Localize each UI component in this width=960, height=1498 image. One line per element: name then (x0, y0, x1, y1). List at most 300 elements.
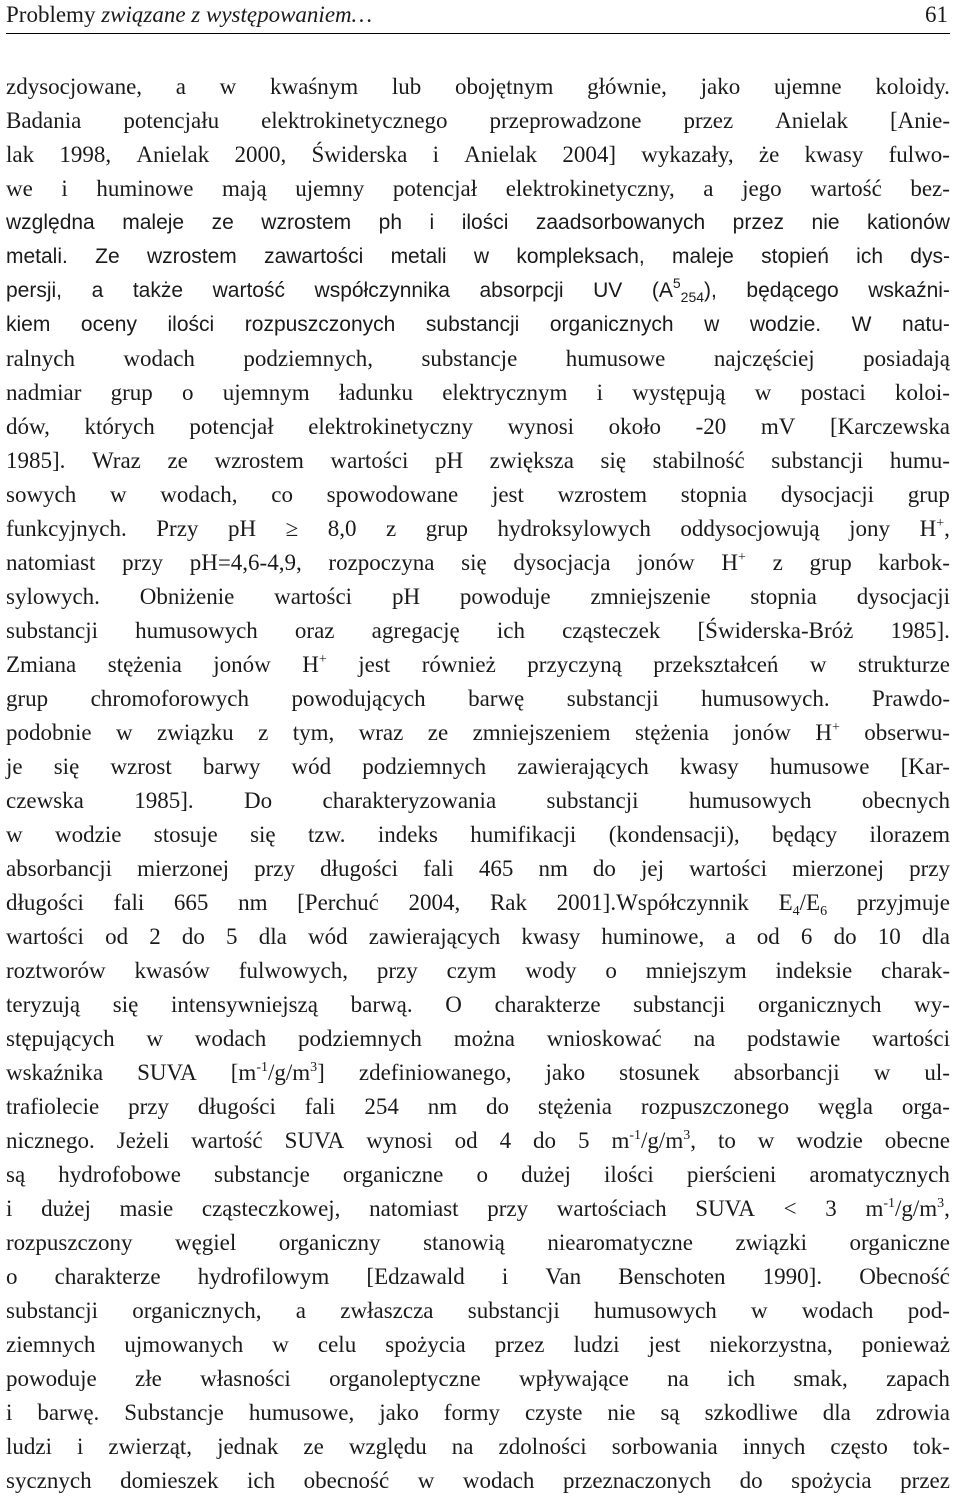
word: sorbowania (611, 1434, 718, 1459)
text-line (6, 444, 950, 478)
word: przy (487, 1196, 529, 1221)
word: własności (200, 1366, 291, 1391)
word: wraz (358, 720, 404, 745)
word: dla (822, 1400, 851, 1425)
word: Świderska (311, 142, 408, 167)
word: pH=4,6-4,9, (189, 550, 302, 575)
text-line (6, 376, 950, 410)
word: których (84, 414, 155, 439)
word: humusowych (135, 618, 258, 643)
word: związki (735, 1230, 807, 1255)
word: w (473, 245, 490, 268)
word: w (109, 482, 127, 507)
word: do (739, 1468, 763, 1493)
text-line (6, 1328, 950, 1362)
word: humusowych (594, 1298, 717, 1323)
word: wartość (810, 176, 882, 201)
word: 1985]. (134, 788, 194, 813)
word: przy (122, 550, 164, 575)
word: przez (683, 108, 734, 133)
word: stanowią (423, 1230, 505, 1255)
word: wskaźni- (868, 279, 950, 302)
word: przyjmuje (856, 890, 950, 915)
body-paragraph (6, 70, 950, 1498)
word: masie (119, 1196, 174, 1221)
word: grup (907, 482, 950, 507)
word: a (91, 279, 104, 302)
word: tym, (292, 720, 335, 745)
word: 1990]. (762, 1264, 823, 1289)
word: wzrostem (146, 245, 237, 268)
word: natomiast (369, 1196, 459, 1221)
text-line (6, 784, 950, 818)
word: wodach (462, 1468, 535, 1493)
word: ziemnych (6, 1332, 96, 1357)
text-line (6, 546, 950, 580)
word: H+ (815, 720, 840, 745)
word: ul- (924, 1060, 950, 1085)
word: absorbancji (6, 856, 113, 881)
word: sylowych. (6, 584, 100, 609)
word: tok- (912, 1434, 950, 1459)
word: ich (727, 1366, 756, 1391)
word: i (61, 176, 68, 201)
word: 8,0 (327, 516, 357, 541)
word: indeks (377, 822, 438, 847)
word: jej (640, 856, 664, 881)
word: domieszek (120, 1468, 219, 1493)
word: będący (772, 822, 838, 847)
word: do (486, 1094, 510, 1119)
word: są (660, 1400, 680, 1425)
word: dużej (41, 1196, 91, 1221)
word: i (596, 380, 603, 405)
word: oraz (294, 618, 335, 643)
word: ujmowanych (124, 1332, 244, 1357)
word: zawierających (517, 754, 649, 779)
word: ralnych (6, 346, 75, 371)
word: są (6, 1162, 26, 1187)
word: obserwu- (864, 720, 950, 745)
running-header-title (6, 0, 372, 30)
word: przeznaczonych (562, 1468, 712, 1493)
text-line (6, 240, 950, 274)
word: 1985]. (6, 448, 66, 473)
word: w (704, 313, 720, 336)
word: Do (244, 788, 273, 813)
word: mierzonej (137, 856, 230, 881)
word: elektrycznym (442, 380, 568, 405)
word: jako (379, 1400, 419, 1425)
word: wartości (274, 584, 353, 609)
word: 1998, (59, 142, 112, 167)
word: przekształceń (653, 652, 779, 677)
word: stopień (761, 245, 829, 268)
word: Ze (95, 245, 120, 268)
word: huminowe (96, 176, 194, 201)
word: od (454, 1128, 478, 1153)
word: przez (494, 1332, 545, 1357)
word: powoduje (459, 584, 551, 609)
word: przeprowadzone (489, 108, 642, 133)
word: wartość (191, 1128, 263, 1153)
word: zwierząt, (108, 1434, 193, 1459)
word: mają (222, 176, 267, 201)
word: węgla (817, 1094, 873, 1119)
word: ze (427, 720, 449, 745)
word: natu- (902, 313, 950, 336)
word: substancji (6, 618, 98, 643)
word: wód (291, 754, 332, 779)
word: również (421, 652, 496, 677)
word: 2000, (234, 142, 287, 167)
word: hydroksylowych (497, 516, 651, 541)
word: w (751, 1298, 768, 1323)
word: przyczyną (527, 652, 622, 677)
text-line (6, 886, 950, 920)
word: zmniejszenie (590, 584, 711, 609)
word: Prawdo- (872, 686, 950, 711)
word: stabilność (652, 448, 745, 473)
text-line (6, 954, 950, 988)
word: się (250, 822, 276, 847)
word: potencjał (392, 176, 478, 201)
word: do (181, 924, 205, 949)
text-line (6, 342, 950, 376)
word: dys- (910, 245, 950, 268)
word: [Edzawald (366, 1264, 465, 1289)
word: stopnia (680, 482, 748, 507)
running-header-title-italic: związane z występowaniem… (101, 2, 373, 27)
word: i (429, 211, 435, 234)
word: długości (320, 856, 399, 881)
word: spożycia (791, 1468, 872, 1493)
word: złe (135, 1366, 162, 1391)
word: nm (238, 890, 268, 915)
word: oceny (80, 313, 137, 336)
word: humu- (889, 448, 950, 473)
word: nicznego. (6, 1128, 95, 1153)
word: [Kar- (900, 754, 950, 779)
word: -20 (695, 414, 727, 439)
word: trafiolecie (6, 1094, 100, 1119)
word: kwasy (679, 754, 739, 779)
word: najczęściej (713, 346, 815, 371)
word: zawierających (368, 924, 501, 949)
word: [Świderska-Bróż (697, 618, 854, 643)
text-line (6, 716, 950, 750)
word: substancje (421, 346, 518, 371)
word: potencjał (189, 414, 274, 439)
page-number: 61 (925, 2, 948, 27)
word: fulwo- (888, 142, 950, 167)
word: wodzie (796, 1128, 863, 1153)
word: organiczny (278, 1230, 381, 1255)
word: Jeżeli (116, 1128, 170, 1153)
word: H+ (302, 652, 327, 677)
word: humusowe (565, 346, 666, 371)
word: i (6, 1400, 13, 1425)
word: organoleptyczne (329, 1366, 481, 1391)
word: na (667, 1366, 689, 1391)
word: wodach (801, 1298, 874, 1323)
word: karbok- (878, 550, 950, 575)
word: w (754, 380, 772, 405)
word: stosunek (619, 1060, 700, 1085)
word: o (476, 1162, 488, 1187)
word: elektrokinetycznego (261, 108, 448, 133)
word: także (132, 279, 184, 302)
word: organicznych (549, 313, 674, 336)
word: Van (545, 1264, 582, 1289)
word: je (6, 754, 23, 779)
word: dów, (6, 414, 50, 439)
word: kwasów (134, 958, 210, 983)
text-line (6, 70, 950, 104)
word: do (592, 856, 616, 881)
text-line (6, 1022, 950, 1056)
word: Anielak (775, 108, 848, 133)
word: organiczne (849, 1230, 950, 1255)
word: sycznych (6, 1468, 92, 1493)
word: posiadają (863, 346, 950, 371)
word: celu (317, 1332, 357, 1357)
word: wodzie (55, 822, 122, 847)
word: SUVA (137, 1060, 197, 1085)
word: 6 (800, 924, 813, 949)
word: oddysocjowują (680, 516, 820, 541)
word: rozpoczyna (328, 550, 435, 575)
text-line (6, 648, 950, 682)
word: formy (443, 1400, 500, 1425)
word: H+, (919, 516, 950, 541)
word: cząsteczkowej, (201, 1196, 341, 1221)
word: zdolności (498, 1434, 587, 1459)
word: organicznych (758, 992, 882, 1017)
word: nie (811, 211, 840, 234)
word: wartości (330, 448, 409, 473)
word: przy (254, 856, 296, 881)
word: humusowe, (248, 1400, 355, 1425)
word: SUVA (695, 1196, 755, 1221)
word: wody (525, 958, 577, 983)
word: 5 (578, 1128, 590, 1153)
word: 4 (499, 1128, 512, 1153)
word: pod- (907, 1298, 950, 1323)
word: w (417, 1468, 435, 1493)
word: szkodliwe (704, 1400, 798, 1425)
word: chromoforowych (90, 686, 250, 711)
word: grup (110, 380, 153, 405)
word: do (833, 924, 857, 949)
word: się (112, 992, 139, 1017)
word: jest (491, 482, 524, 507)
word: indeksie (775, 958, 853, 983)
word: jako (700, 74, 741, 99)
text-line (6, 104, 950, 138)
word: będącego (746, 279, 839, 302)
word: koloi- (894, 380, 950, 405)
word: a (703, 176, 714, 201)
word: w (757, 1128, 775, 1153)
word: lub (391, 74, 422, 99)
word: powoduje (6, 1366, 97, 1391)
word: barwy (202, 754, 261, 779)
word: nm (538, 856, 568, 881)
word: substancji (771, 448, 864, 473)
word: < (783, 1196, 797, 1221)
word: 254 (364, 1094, 399, 1119)
word: dysocjacja (513, 550, 611, 575)
word: wartość (212, 279, 285, 302)
word: od (105, 924, 129, 949)
text-line (6, 172, 950, 206)
text-line (6, 1260, 950, 1294)
word: dysocjacji (780, 482, 875, 507)
word: SUVA (284, 1128, 345, 1153)
word: jednak (217, 1434, 279, 1459)
word: humusowych. (701, 686, 830, 711)
word: a (175, 74, 186, 99)
word: kationów (867, 211, 950, 234)
word: 465 (478, 856, 514, 881)
word: dysocjacji (856, 584, 950, 609)
word: wynosi (507, 414, 575, 439)
word: przez (900, 1468, 950, 1493)
text-line (6, 1430, 950, 1464)
word: substancji (425, 313, 520, 336)
word: hydrofilowym (197, 1264, 330, 1289)
word: przy (909, 856, 950, 881)
word: zdysocjowane, (6, 74, 143, 99)
word: przy (128, 1094, 169, 1119)
word: w (146, 1026, 163, 1051)
word: zwiększa (489, 448, 574, 473)
word: czewska (6, 788, 84, 813)
text-line (6, 1090, 950, 1124)
word: barwę. (37, 1400, 100, 1425)
word: smak, (793, 1366, 848, 1391)
word: w (116, 720, 133, 745)
word: nm (427, 1094, 458, 1119)
word: rozpuszczonych (244, 313, 396, 336)
text-line (6, 750, 950, 784)
word: zapach (886, 1366, 950, 1391)
word: zmniejszeniem (472, 720, 611, 745)
word: ludzi (6, 1434, 52, 1459)
word: grup (809, 550, 852, 575)
word: kompleksach, (516, 245, 645, 268)
word: fulwowych, (238, 958, 349, 983)
word: to (717, 1128, 736, 1153)
word: w (219, 74, 237, 99)
word: [Karczewska (829, 414, 950, 439)
word: nie (607, 1400, 636, 1425)
word: stosuje (153, 822, 218, 847)
word: H+ (721, 550, 746, 575)
word: organiczne (342, 1162, 444, 1187)
word: o (182, 380, 194, 405)
word: aromatycznych (809, 1162, 950, 1187)
text-line (6, 274, 950, 308)
word: $m^{-1}/g/m^3$, (865, 1196, 950, 1221)
text-line (6, 614, 950, 648)
word: grup (425, 516, 468, 541)
word: długości (197, 1094, 276, 1119)
word: i (77, 1434, 84, 1459)
word: 2004, (408, 890, 461, 915)
word: dla (258, 924, 287, 949)
word: wskaźnika (6, 1060, 104, 1085)
word: głównie, (587, 74, 667, 99)
word: kwaśnym (270, 74, 359, 99)
word: wykazały, (641, 142, 734, 167)
word: Obecność (859, 1264, 950, 1289)
word: o (6, 1264, 18, 1289)
word: charakteryzowania (322, 788, 497, 813)
word: ładunku (338, 380, 413, 405)
word: ujemny (295, 176, 365, 201)
word: charakterze (54, 1264, 161, 1289)
word: jonów (733, 720, 791, 745)
word: metali. (6, 245, 68, 268)
word: względna (6, 211, 95, 234)
word: [Perchuć (297, 890, 379, 915)
running-header-title-text: Problemy (6, 2, 102, 27)
word: ilorazem (869, 822, 950, 847)
word: maleje (672, 245, 734, 268)
word: obecnych (861, 788, 950, 813)
word: wzrost (110, 754, 172, 779)
word: a (295, 1298, 306, 1323)
word: w (809, 652, 827, 677)
word: czyste (524, 1400, 583, 1425)
word: ludzi (573, 1332, 620, 1357)
word: elektrokinetyczny, (505, 176, 675, 201)
word: wartościach (556, 1196, 667, 1221)
word: tzw. (308, 822, 346, 847)
word: spowodowane (326, 482, 459, 507)
word: wnioskować (546, 1026, 662, 1051)
word: kwasy (521, 924, 581, 949)
word: ujemne (773, 74, 842, 99)
word: mV (760, 414, 796, 439)
word: 2 (149, 924, 161, 949)
word: niekorzystna, (709, 1332, 833, 1357)
word: natomiast (6, 550, 96, 575)
word: 10 (877, 924, 901, 949)
word: pH (391, 584, 421, 609)
word: powodujących (291, 686, 426, 711)
word: rozpuszczonego (640, 1094, 790, 1119)
word: podziemnych, (243, 346, 374, 371)
word: (kondensacji), (608, 822, 740, 847)
word: sowych (6, 482, 77, 507)
word: substancji (633, 992, 726, 1017)
text-line (6, 920, 950, 954)
word: wynosi (366, 1128, 433, 1153)
word: w (873, 1060, 891, 1085)
word: ze (167, 448, 188, 473)
word: metali (390, 245, 447, 268)
word: na (451, 1434, 474, 1459)
word: roztworów (6, 958, 106, 983)
word: zdrowia (875, 1400, 950, 1425)
text-line (6, 1362, 950, 1396)
word: ze (211, 211, 234, 234)
word: obecne (884, 1128, 950, 1153)
word: humusowych (688, 788, 812, 813)
